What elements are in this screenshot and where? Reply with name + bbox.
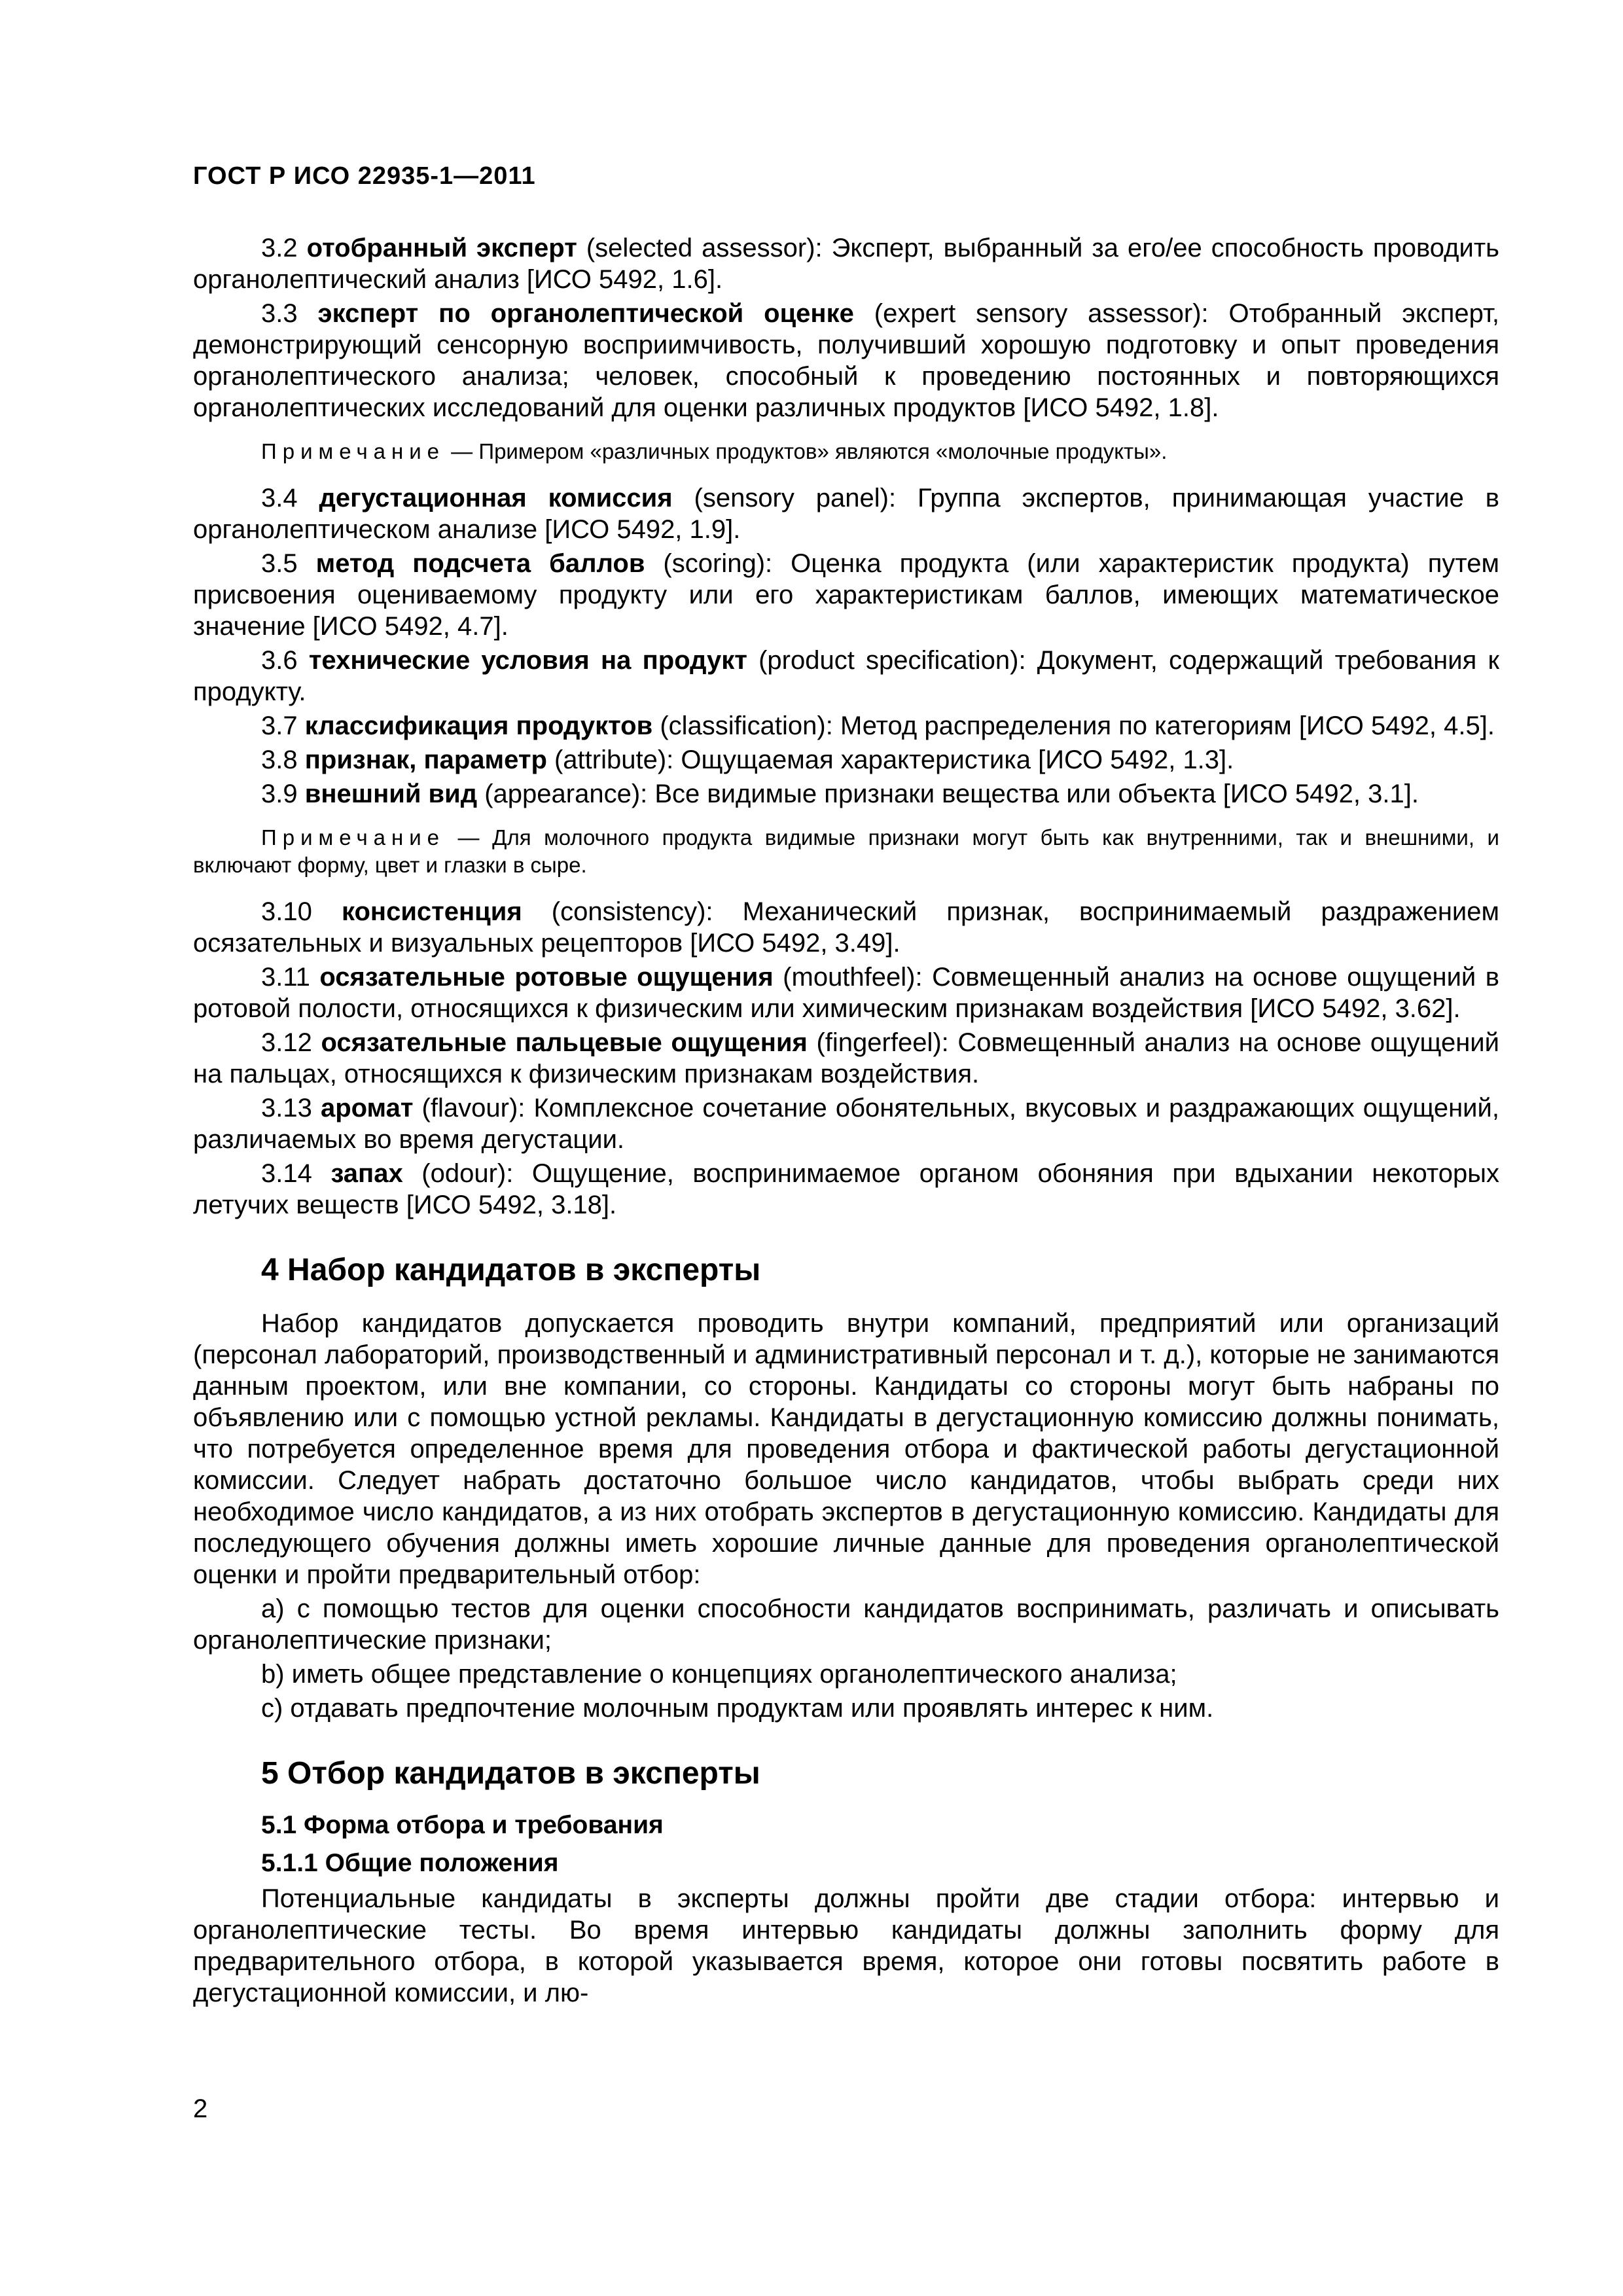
definition-term: внешний вид xyxy=(304,780,478,808)
definition-item xyxy=(193,710,1499,742)
definition-text: (mouthfeel): Совмещенный анализ на основе ощущений в ротовой полости, относящихся к физическим или химическим признакам воздействия [ИСО 5492, 3.62]. xyxy=(193,963,1499,1023)
definition-term: технические условия на продукт xyxy=(308,646,747,675)
definition-number: 3.11 xyxy=(261,963,310,992)
definition-term: эксперт по органолептической оценке xyxy=(317,299,854,328)
definition-term: запах xyxy=(330,1159,403,1188)
note-text: — Примером «различных продуктов» являются «молочные продукты». xyxy=(445,439,1168,463)
definition-number: 3.2 xyxy=(261,234,298,262)
definition-term: осязательные ротовые ощущения xyxy=(319,963,774,992)
page-number: 2 xyxy=(193,2094,208,2123)
definition-term: осязательные пальцевые ощущения xyxy=(321,1028,808,1057)
definition-number: 3.8 xyxy=(261,745,298,774)
definition-text: (selected assessor): Эксперт, выбранный за его/ее способность проводить органолептический анализ [ИСО 5492, 1.6]. xyxy=(193,234,1500,294)
list-item: b) иметь общее представление о концепциях органолептического анализа; xyxy=(261,1660,1177,1689)
note-1 xyxy=(193,438,1499,465)
note-label: Примечание xyxy=(261,439,446,463)
definition-number: 3.3 xyxy=(261,299,298,328)
definition-number: 3.13 xyxy=(261,1094,312,1122)
note-2 xyxy=(193,824,1499,879)
definition-text: (odour): Ощущение, воспринимаемое органом обоняния при вдыхании некоторых летучих веществ [ИСО 5492, 3.18]. xyxy=(193,1159,1499,1219)
definition-number: 3.4 xyxy=(261,484,298,512)
definition-text: (classification): Метод распределения по категориям [ИСО 5492, 4.5]. xyxy=(652,711,1495,740)
definition-term: дегустационная комиссия xyxy=(319,484,673,512)
definition-term: признак, параметр xyxy=(304,745,547,774)
definition-item xyxy=(193,548,1499,642)
note-label: Примечание xyxy=(261,825,446,850)
subsection-5-1-1-heading: 5.1.1 Общие положения xyxy=(261,1849,559,1877)
note-text: — Для молочного продукта видимые признаки могут быть как внутренними, так и внешними, и включают форму, цвет и глазки в сыре. xyxy=(193,825,1499,877)
definition-number: 3.9 xyxy=(261,780,298,808)
definition-text: (attribute): Ощущаемая характеристика [ИСО 5492, 1.3]. xyxy=(546,745,1234,774)
definition-term: консистенция xyxy=(341,897,522,926)
definitions-group-c xyxy=(193,896,1499,1221)
definition-item xyxy=(193,1092,1499,1155)
definition-text: (flavour): Комплексное сочетание обонятельных, вкусовых и раздражающих ощущений, различаемых во время дегустации. xyxy=(193,1094,1499,1154)
definition-term: метод подсчета баллов xyxy=(315,549,645,578)
section-4-heading: 4 Набор кандидатов в эксперты xyxy=(261,1253,761,1287)
definition-text: (expert sensory assessor): Отобранный эксперт, демонстрирующий сенсорную восприимчивость, получивший хорошую подготовку и опыт проведения органолептического анализа; человек, способный к проведению постоянных и повторяющихся органолептических исследований для оценки различных продуктов [ИСО 5492, 1.8]. xyxy=(193,299,1499,422)
definition-term: аромат xyxy=(320,1094,414,1122)
definition-term: классификация продуктов xyxy=(304,711,653,740)
definitions-group-a xyxy=(193,232,1499,423)
section-4-body: Набор кандидатов допускается проводить внутри компаний, предприятий или организаций (персонал лабораторий, производственный и административный персонал и т. д.), которые не занимаются данным проектом, или вне компании, со стороны. Кандидаты со стороны могут быть набраны по объявлению или с помощью устной рекламы. Кандидаты в дегустационную комиссию должны понимать, что потребуется определенное время для проведения отбора и фактической работы дегустационной комиссии. Следует набрать достаточно большое число кандидатов, чтобы выбрать среди них необходимое число кандидатов, а из них отобрать экспертов в дегустационную комиссию. Кандидаты для последующего обучения должны иметь хорошие личные данные для проведения органолептической оценки и пройти предварительный отбор: xyxy=(193,1309,1500,1589)
definition-item xyxy=(193,961,1499,1024)
section-5-body: Потенциальные кандидаты в эксперты должны пройти две стадии отбора: интервью и органолептические тесты. Во время интервью кандидаты должны заполнить форму для предварительного отбора, в которой указывается время, которое они готовы посвятить работе в дегустационной комиссии, и лю- xyxy=(193,1884,1499,2007)
definition-term: отобранный эксперт xyxy=(306,234,577,262)
definitions-group-b xyxy=(193,482,1499,810)
definition-number: 3.6 xyxy=(261,646,298,675)
list-item: a) с помощью тестов для оценки способности кандидатов воспринимать, различать и описывать органолептические признаки; xyxy=(193,1594,1499,1655)
page-content xyxy=(193,232,1499,2011)
definition-item xyxy=(193,232,1499,295)
definition-number: 3.5 xyxy=(261,549,298,578)
definition-item xyxy=(193,896,1499,959)
definition-text: (scoring): Оценка продукта (или характеристик продукта) путем присвоения оцениваемому продукту или его характеристикам баллов, имеющих математическое значение [ИСО 5492, 4.7]. xyxy=(193,549,1499,641)
definition-number: 3.7 xyxy=(261,711,298,740)
definition-item xyxy=(193,298,1499,423)
definition-text: (fingerfeel): Совмещенный анализ на основе ощущений на пальцах, относящихся к физическим признакам воздействия. xyxy=(193,1028,1499,1088)
definition-text: (product specification): Документ, содержащий требования к продукту. xyxy=(193,646,1499,706)
definition-item xyxy=(193,744,1499,776)
definition-item xyxy=(193,1158,1499,1221)
subsection-5-1-heading: 5.1 Форма отбора и требования xyxy=(261,1811,664,1839)
definition-number: 3.14 xyxy=(261,1159,312,1188)
standard-header: ГОСТ Р ИСО 22935-1—2011 xyxy=(193,162,536,190)
definition-number: 3.10 xyxy=(261,897,312,926)
definition-text: (sensory panel): Группа экспертов, принимающая участие в органолептическом анализе [ИСО 5492, 1.9]. xyxy=(193,484,1500,544)
definition-text: (consistency): Механический признак, воспринимаемый раздражением осязательных и визуальных рецепторов [ИСО 5492, 3.49]. xyxy=(193,897,1499,958)
definition-number: 3.12 xyxy=(261,1028,312,1057)
section-5-heading: 5 Отбор кандидатов в эксперты xyxy=(261,1756,760,1791)
definition-text: (appearance): Все видимые признаки вещества или объекта [ИСО 5492, 3.1]. xyxy=(477,780,1419,808)
definition-item xyxy=(193,1027,1499,1090)
definition-item xyxy=(193,645,1499,708)
definition-item xyxy=(193,482,1499,545)
list-item: c) отдавать предпочтение молочным продуктам или проявлять интерес к ним. xyxy=(261,1694,1214,1723)
definition-item xyxy=(193,778,1499,810)
